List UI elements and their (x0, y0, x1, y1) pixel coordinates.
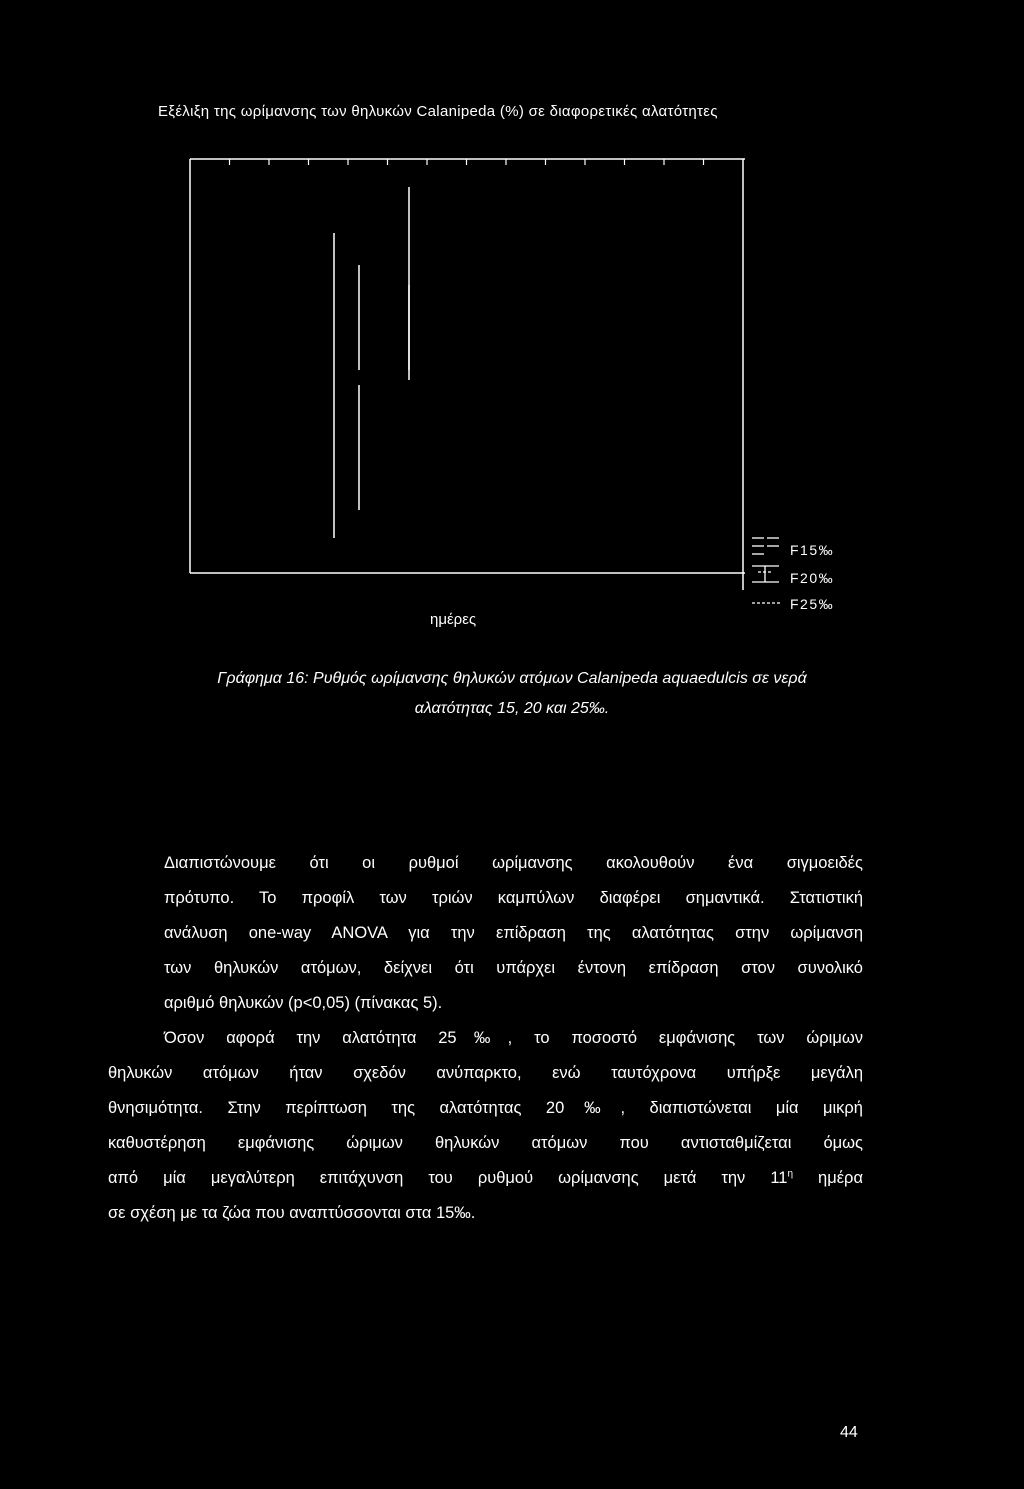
text-line: Διαπιστώνουμε ότι οι ρυθμοί ωρίμανσης ακολουθούν ένα σιγμοειδές (164, 854, 863, 872)
text-segment: ημέρα (793, 1169, 863, 1187)
text-line: σε σχέση με τα ζώα που αναπτύσσονται στα 15‰. (108, 1204, 476, 1222)
text-line: πρότυπο. Το προφίλ των τριών καμπύλων διαφέρει σημαντικά. Στατιστική (164, 889, 863, 907)
x-axis-label: ημέρες (430, 611, 477, 628)
body-text (108, 846, 863, 1231)
legend-label-f25: F25‰ (790, 596, 835, 612)
caption-line: Γράφημα 16: Ρυθμός ωρίμανσης θηλυκών ατόμων Calanipeda aquaedulcis σε νερά (217, 670, 807, 687)
text-line: καθυστέρηση εμφάνισης ώριμων θηλυκών ατόμων που αντισταθμίζεται όμως (108, 1134, 863, 1152)
legend-label-f20: F20‰ (790, 570, 835, 586)
text-line: Όσον αφορά την αλατότητα 25‰, το ποσοστό εμφάνισης των ώριμων (164, 1029, 863, 1047)
paragraph (108, 1021, 863, 1231)
text-line (108, 1161, 863, 1196)
superscript: η (787, 1168, 794, 1180)
legend-label-f15: F15‰ (790, 542, 835, 558)
text-line: θνησιμότητα. Στην περίπτωση της αλατότητας 20‰, διαπιστώνεται μία μικρή (108, 1099, 863, 1117)
caption-line: αλατότητας 15, 20 και 25‰. (414, 700, 610, 717)
text-line: ανάλυση one-way ANOVA για την επίδραση της αλατότητας στην ωρίμανση (164, 924, 863, 942)
chart (0, 0, 1024, 640)
figure-caption (0, 664, 1024, 724)
text-line: των θηλυκών ατόμων, δείχνει ότι υπάρχει έντονη επίδραση στον συνολικό (164, 959, 863, 977)
figure-title: Εξέλιξη της ωρίμανσης των θηλυκών Calanipeda (%) σε διαφορετικές αλατότητες (158, 103, 718, 120)
legend-marker-f15 (752, 538, 779, 554)
paragraph (108, 846, 863, 1021)
text-line: θηλυκών ατόμων ήταν σχεδόν ανύπαρκτο, ενώ ταυτόχρονα υπήρξε μεγάλη (108, 1064, 863, 1082)
page-number: 44 (840, 1424, 858, 1441)
text-segment: από μία μεγαλύτερη επιτάχυνση του ρυθμού ωρίμανσης μετά την 11 (108, 1169, 788, 1187)
legend-marker-f20 (752, 566, 779, 582)
text-line: αριθμό θηλυκών (p<0,05) (πίνακας 5). (164, 994, 443, 1012)
